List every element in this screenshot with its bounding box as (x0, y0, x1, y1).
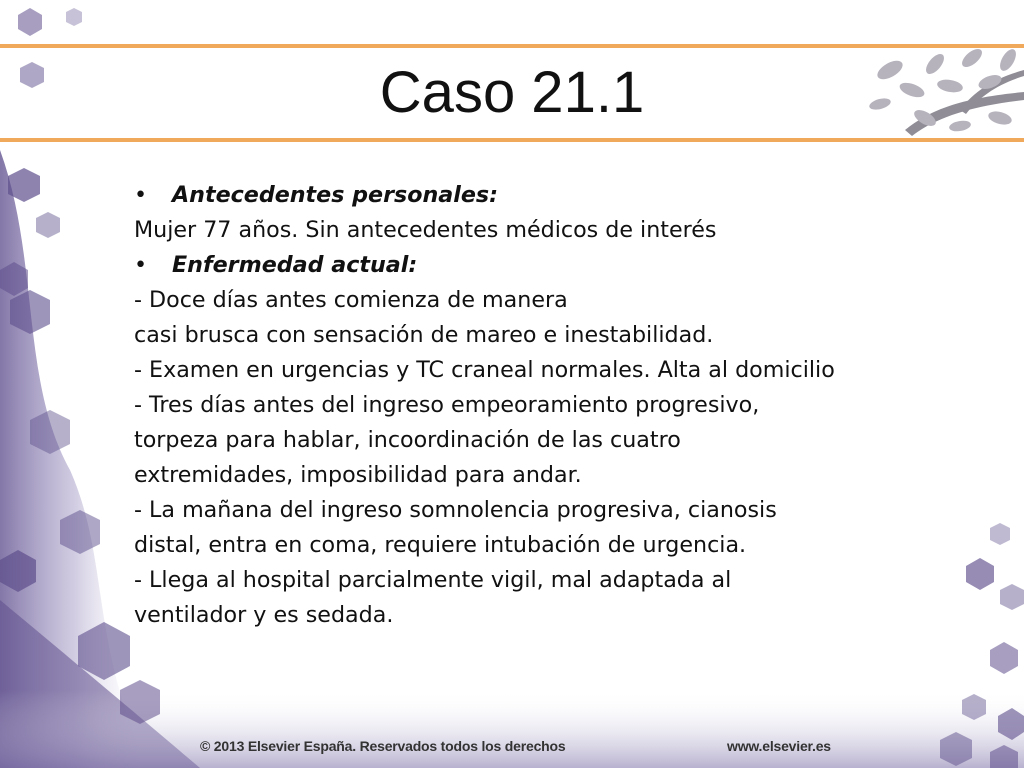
bullet-icon: • (134, 252, 148, 278)
text-line: torpeza para hablar, incoordinación de las cuatro (134, 427, 681, 453)
copyright-notice: © 2013 Elsevier España. Reservados todos los derechos (200, 738, 566, 754)
heading-antecedentes: Antecedentes personales: (172, 182, 498, 208)
bullet-item-enfermedad (134, 248, 954, 283)
website-link[interactable]: www.elsevier.es (727, 738, 831, 754)
top-accent-rule (0, 44, 1024, 48)
slide-body (134, 178, 954, 633)
bullet-item-antecedentes (134, 178, 954, 213)
text-line: - La mañana del ingreso somnolencia progresiva, cianosis (134, 497, 777, 523)
bullet-icon: • (134, 182, 148, 208)
text-line: - Doce días antes comienza de manera (134, 287, 568, 313)
text-line: distal, entra en coma, requiere intubación de urgencia. (134, 532, 747, 558)
patient-summary: Mujer 77 años. Sin antecedentes médicos de interés (134, 217, 717, 243)
text-line: extremidades, imposibilidad para andar. (134, 462, 582, 488)
text-line: casi brusca con sensación de mareo e inestabilidad. (134, 322, 714, 348)
text-line: - Tres días antes del ingreso empeoramiento progresivo, (134, 392, 760, 418)
heading-enfermedad: Enfermedad actual: (172, 252, 418, 278)
text-line: - Llega al hospital parcialmente vigil, mal adaptada al (134, 567, 732, 593)
slide-title: Caso 21.1 (379, 60, 645, 125)
text-line: - Examen en urgencias y TC craneal normales. Alta al domicilio (134, 357, 835, 383)
bottom-accent-rule (0, 138, 1024, 142)
text-line: ventilador y es sedada. (134, 602, 394, 628)
